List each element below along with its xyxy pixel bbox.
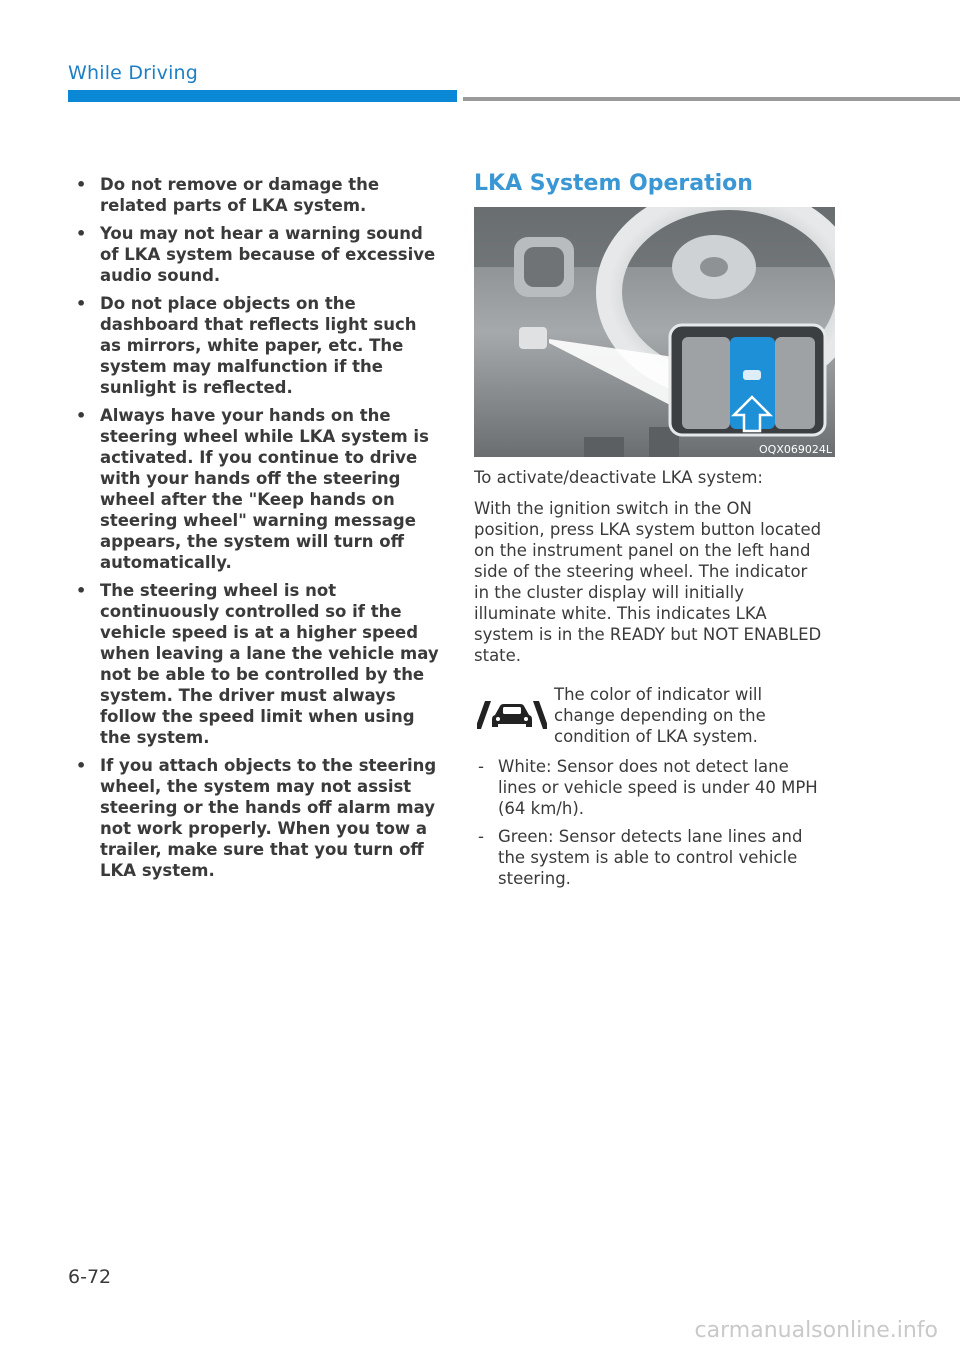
page-number: 6-72 <box>68 1266 112 1288</box>
activation-paragraph: With the ignition switch in the ON position, press LKA system button located on the instrument panel on the left hand side of the steering wheel. The indicator in the cluster display will initially illuminate white. This indicates LKA system is in the READY but NOT ENABLED state. <box>474 499 822 665</box>
header-rule-blue <box>68 90 457 102</box>
warning-text: If you attach objects to the steering wheel, the system may not assist steering or the hands off alarm may not work properly. When you tow a trailer, make sure that you turn off LKA system. <box>100 756 437 880</box>
lane-keeping-assist-icon <box>477 697 547 733</box>
bullet-icon: • <box>76 406 87 425</box>
bullet-icon: • <box>76 175 87 194</box>
indicator-note: The color of indicator will change depending on the condition of LKA system. <box>554 685 766 746</box>
dash-icon: - <box>478 827 484 846</box>
warning-item <box>76 580 440 748</box>
warning-text: You may not hear a warning sound of LKA system because of excessive audio sound. <box>100 224 436 285</box>
warning-item <box>76 405 440 573</box>
bullet-icon: • <box>76 224 87 243</box>
state-list <box>478 756 828 896</box>
bullet-icon: • <box>76 581 87 600</box>
warning-text: The steering wheel is not continuously controlled so if the vehicle speed is at a higher speed when leaving a lane the vehicle may not be able to be controlled by the system. The driver must always follow the speed limit when using the system. <box>100 581 439 747</box>
warning-item <box>76 223 440 286</box>
dash-icon: - <box>478 757 484 776</box>
header-rule-gray <box>463 97 960 101</box>
bullet-icon: • <box>76 756 87 775</box>
warning-item <box>76 755 440 881</box>
warning-text: Do not remove or damage the related parts of LKA system. <box>100 175 380 215</box>
warning-list <box>76 174 440 888</box>
intro-text: To activate/deactivate LKA system: <box>474 468 763 487</box>
state-item <box>478 756 828 819</box>
state-text: White: Sensor does not detect lane lines or vehicle speed is under 40 MPH (64 km/h). <box>498 757 818 818</box>
warning-item <box>76 174 440 216</box>
warning-text: Do not place objects on the dashboard that reflects light such as mirrors, white paper, etc. The system may malfunction if the sunlight is reflected. <box>100 294 417 397</box>
header-title: While Driving <box>68 62 199 84</box>
section-title: LKA System Operation <box>474 171 753 196</box>
dashboard-photo <box>474 207 835 457</box>
warning-item <box>76 293 440 398</box>
image-code: OQX069024L <box>759 443 832 456</box>
dashboard-illustration <box>474 207 835 457</box>
bullet-icon: • <box>76 294 87 313</box>
state-text: Green: Sensor detects lane lines and the system is able to control vehicle steering. <box>498 827 803 888</box>
watermark: carmanualsonline.info <box>694 1318 938 1343</box>
state-item <box>478 826 828 889</box>
warning-text: Always have your hands on the steering wheel while LKA system is activated. If you continue to drive with your hands off the steering wheel after the "Keep hands on steering wheel" warning message appears, the system will turn off automatically. <box>100 406 429 572</box>
